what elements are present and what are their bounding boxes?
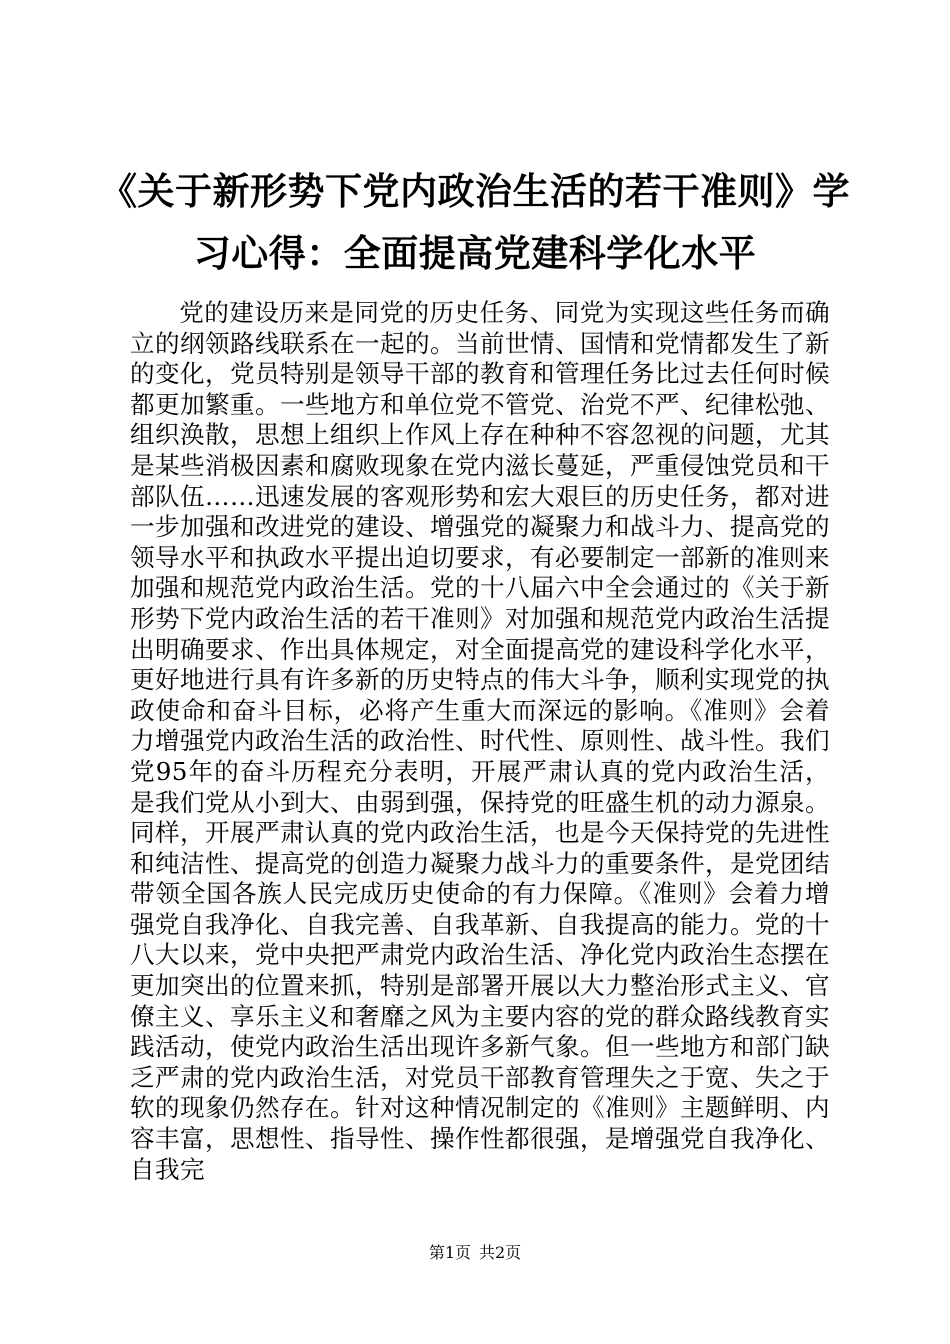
title-line-1: 《关于新形势下党内政治生活的若干准则》学 xyxy=(100,169,850,213)
title-line-2: 习心得：全面提高党建科学化水平 xyxy=(193,231,757,275)
body-paragraph: 党的建设历来是同党的历史任务、同党为实现这些任务而确立的纲领路线联系在一起的。当前世情、国情和党情都发生了新的变化，党员特别是领导干部的教育和管理任务比过去任何时候都更加繁重。一些地方和单位党不管党、治党不严、纪律松弛、组织涣散，思想上组织上作风上存在种种不容忽视的问题，尤其是某些消极因素和腐败现象在党内滋长蔓延，严重侵蚀党员和干部队伍……迅速发展的客观形势和宏大艰巨的历史任务，都对进一步加强和改进党的建设、增强党的凝聚力和战斗力、提高党的领导水平和执政水平提出迫切要求，有必要制定一部新的准则来加强和规范党内政治生活。党的十八届六中全会通过的《关于新形势下党内政治生活的若干准则》对加强和规范党内政治生活提出明确要求、作出具体规定，对全面提高党的建设科学化水平，更好地进行具有许多新的历史特点的伟大斗争，顺利实现党的执政使命和奋斗目标，必将产生重大而深远的影响。《准则》会着力增强党内政治生活的政治性、时代性、原则性、战斗性。我们党95年的奋斗历程充分表明，开展严肃认真的党内政治生活，是我们党从小到大、由弱到强，保持党的旺盛生机的动力源泉。同样，开展严肃认真的党内政治生活，也是今天保持党的先进性和纯洁性、提高党的创造力凝聚力战斗力的重要条件，是党团结带领全国各族人民完成历史使命的有力保障。《准则》会着力增强党自我净化、自我完善、自我革新、自我提高的能力。党的十八大以来，党中央把严肃党内政治生活、净化党内政治生态摆在更加突出的位置来抓，特别是部署开展以大力整治形式主义、官僚主义、享乐主义和奢靡之风为主要内容的党的群众路线教育实践活动，使党内政治生活出现许多新气象。但一些地方和部门缺乏严肃的党内政治生活，对党员干部教育管理失之于宽、失之于软的现象仍然存在。针对这种情况制定的《准则》主题鲜明、内容丰富，思想性、指导性、操作性都很强，是增强党自我净化、自我完 xyxy=(130,298,830,1184)
page-total: 共2页 xyxy=(479,1243,522,1262)
document-title xyxy=(100,160,850,284)
page-footer xyxy=(0,1243,950,1263)
page-number: 第1页 xyxy=(428,1243,471,1262)
